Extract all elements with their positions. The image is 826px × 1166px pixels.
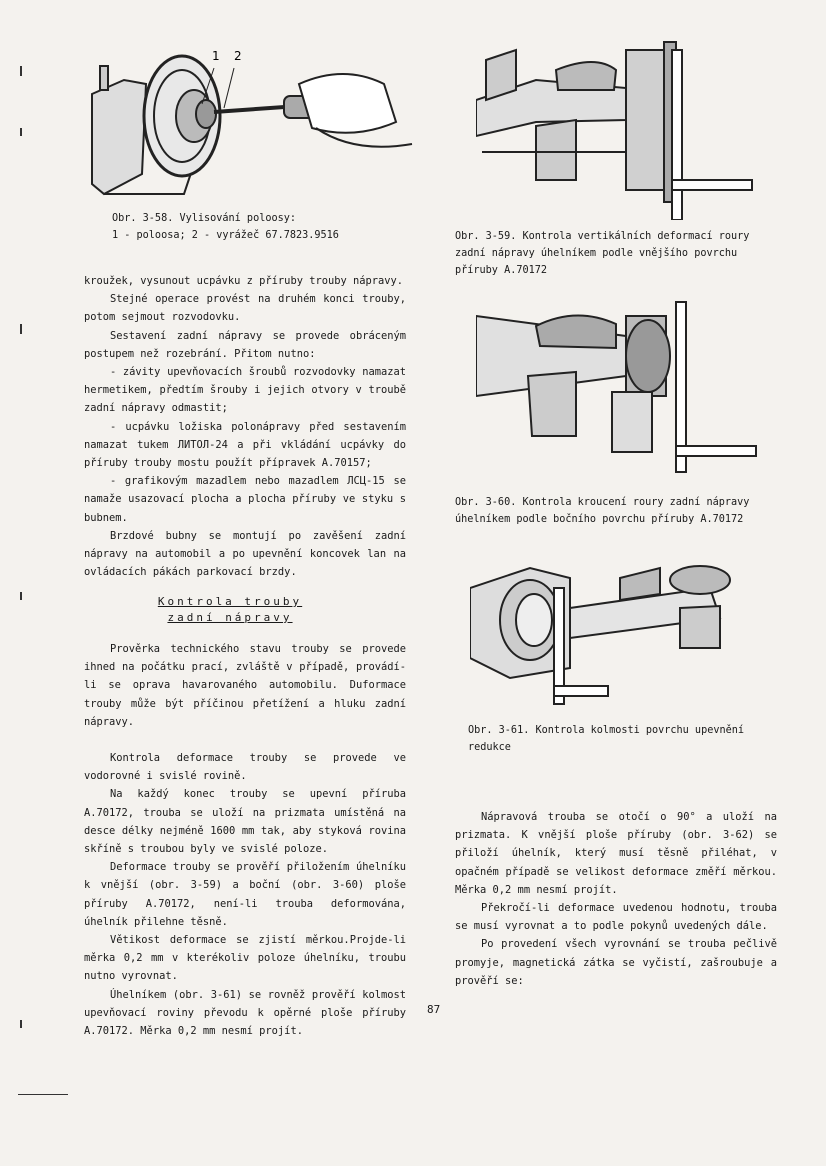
paragraph: Větikost deformace se zjistí měrkou.Projde-li měrka 0,2 mm v kterékoliv poloze úhelníku, troubu nutno vyrovnat. (84, 934, 406, 983)
left-column-text-top (84, 272, 406, 581)
left-column-text-bottom (84, 640, 406, 1040)
figure-3-58 (84, 44, 414, 204)
paragraph: Nápravová trouba se otočí o 90° a uloží na prizmata. K vnější ploše příruby (obr. 3-62) se přiloží úhelník, který musí těsně přiléhat, v opačném případě se velikost deformace změří měrkou. Měrka 0,2 mm nesmí projít. (455, 811, 777, 896)
paragraph: Překročí-li deformace uvedenou hodnotu, trouba se musí vyrovnat a to podle pokynů uvedených dále. (455, 902, 777, 933)
scan-mark (20, 66, 22, 76)
figure-3-61-caption: Obr. 3-61. Kontrola kolmosti povrchu upevnění redukce (468, 725, 745, 753)
figure-3-60-caption: Obr. 3-60. Kontrola kroucení roury zadní nápravy úhelníkem podle bočního povrchu příruby A.70172 (455, 497, 750, 525)
twist-check-illustration (476, 296, 776, 482)
perpendicularity-check-illustration (470, 548, 754, 708)
paragraph: Úhelníkem (obr. 3-61) se rovněž prověří kolmost upevňovací roviny převodu k opěrné ploše příruby A.70172. Měrka 0,2 mm nesmí projít. (84, 988, 406, 1038)
axle-shaft-pressing-illustration (84, 44, 414, 204)
figure-3-61 (470, 548, 754, 708)
paragraph: Brzdové bubny se montují po zavěšení zadní nápravy na automobil a po upevnění koncovek lan na ovládacích pákách parkovací brzdy. (84, 529, 406, 579)
figure-3-60 (476, 296, 776, 482)
callout-1: 1 (212, 49, 220, 63)
figure-3-59 (476, 40, 786, 220)
section-heading: Kontrola trouby zadní nápravy (157, 595, 303, 624)
figure-3-58-caption: Obr. 3-58. Vylisování poloosy: 1 - poloosa; 2 - vyrážeč 67.7823.9516 (112, 213, 339, 241)
paragraph: Po provedení všech vyrovnání se trouba pečlivě promyje, magnetická zátka se vyčistí, zašroubuje a prověří se: (455, 938, 777, 987)
scan-mark (20, 1020, 22, 1028)
paragraph: - závity upevňovacích šroubů rozvodovky namazat hermetikem, předtím šrouby i jejich otvory v troubě zadní nápravy odmastit; (84, 366, 406, 415)
paragraph: Sestavení zadní nápravy se provede obráceným postupem než rozebrání. Přitom nutno: (84, 329, 406, 360)
vertical-deformation-check-illustration (476, 40, 786, 220)
scan-mark (20, 592, 22, 600)
paragraph: Stejné operace provést na druhém konci trouby, potom sejmout rozvodovku. (84, 293, 406, 324)
paragraph: Kontrola deformace trouby se provede ve vodorovné i svislé rovině. (84, 752, 406, 783)
paragraph: Na každý konec trouby se upevní příruba A.70172, trouba se uloží na prizmata umístěná na desce délky nejméně 1600 mm tak, aby styková rovina skříně s troubou byly ve svislé poloze. (84, 788, 406, 856)
scan-mark (20, 324, 22, 334)
scan-rule (18, 1094, 68, 1095)
scan-mark (20, 128, 22, 136)
figure-3-59-caption: Obr. 3-59. Kontrola vertikálních deformací roury zadní nápravy úhelníkem podle vnějšího povrchu příruby A.70172 (455, 231, 750, 276)
paragraph: - grafikovým mazadlem nebo mazadlem ЛСЦ-15 se namaže usazovací plocha a plocha příruby ve styku s bubnem. (84, 475, 406, 524)
paragraph: - ucpávku ložiska polonápravy před sestavením namazat tukem ЛИТОЛ-24 a při vkládání ucpávky do příruby trouby mostu použít přípravek A.70157; (84, 420, 406, 470)
paragraph: kroužek, vysunout ucpávku z příruby trouby nápravy. (84, 275, 404, 287)
page-number: 87 (427, 1003, 441, 1016)
right-column-text (455, 808, 777, 990)
callout-2: 2 (234, 49, 242, 63)
paragraph: Deformace trouby se prověří přiložením úhelníku k vnější (obr. 3-59) a boční (obr. 3-60) ploše příruby A.70172, není-li trouba deformována, úhelník přilehne těsně. (84, 861, 406, 928)
paragraph: Prověrka technického stavu trouby se provede ihned na počátku prací, zvláště v případě, provádí-li se oprava havarovaného automobilu. Duformace trouby může být příčinou přetížení a hluku zadní nápravy. (84, 643, 406, 728)
